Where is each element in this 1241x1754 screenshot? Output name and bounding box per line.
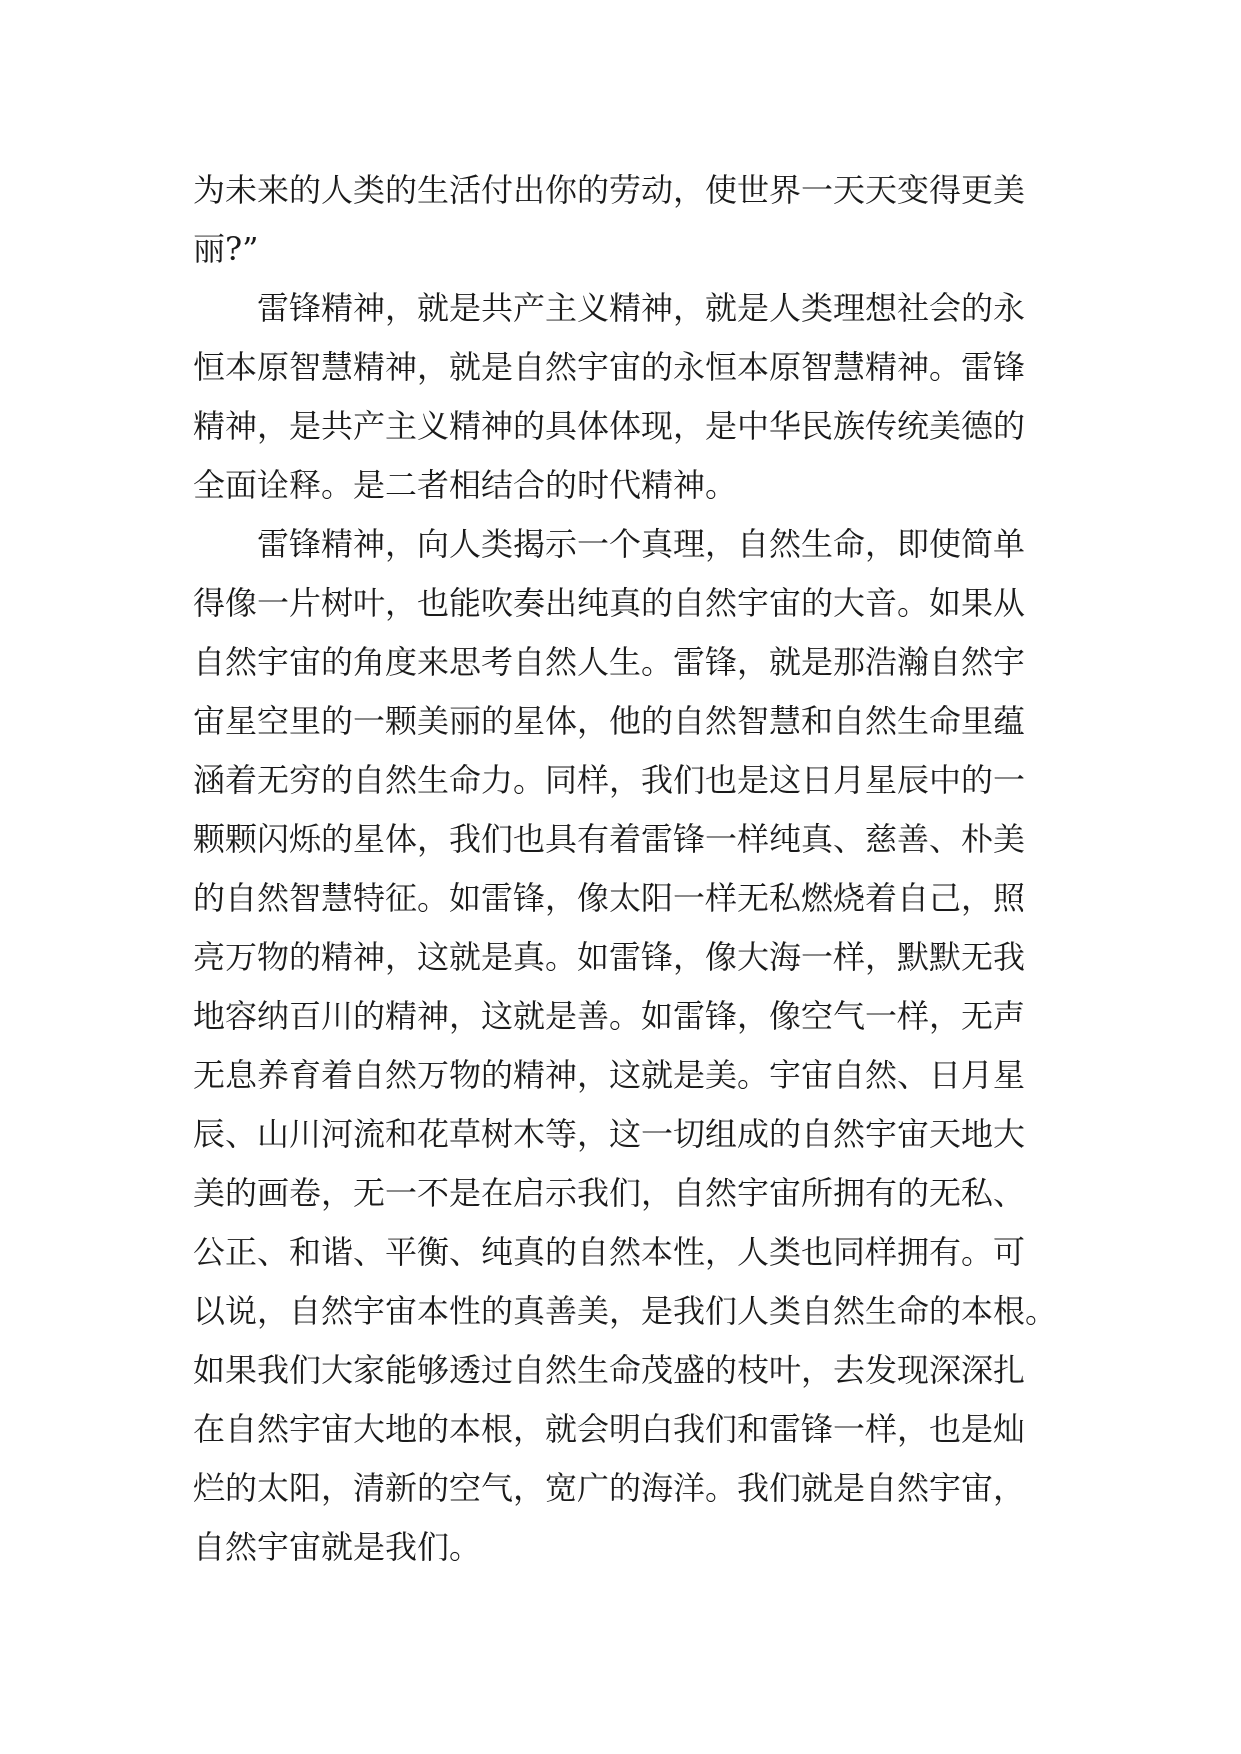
- text-line: 得像一片树叶，也能吹奏出纯真的自然宇宙的大音。如果从: [193, 584, 1026, 622]
- text-line: 的自然智慧特征。如雷锋，像太阳一样无私燃烧着自己，照: [193, 879, 1026, 917]
- text-line: 烂的太阳，清新的空气，宽广的海洋。我们就是自然宇宙，: [193, 1469, 1026, 1507]
- text-line: 以说，自然宇宙本性的真善美，是我们人类自然生命的本根。: [193, 1292, 1058, 1330]
- text-line: 自然宇宙就是我们。: [193, 1528, 482, 1566]
- body-text: [193, 161, 1073, 1577]
- text-line: 丽?”: [193, 230, 259, 268]
- text-line: 辰、山川河流和花草树木等，这一切组成的自然宇宙天地大: [193, 1115, 1026, 1153]
- text-line: 亮万物的精神，这就是真。如雷锋，像大海一样，默默无我: [193, 938, 1026, 976]
- text-line: 为未来的人类的生活付出你的劳动，使世界一天天变得更美: [193, 171, 1026, 209]
- text-line: 无息养育着自然万物的精神，这就是美。宇宙自然、日月星: [193, 1056, 1026, 1094]
- text-line: 颗颗闪烁的星体，我们也具有着雷锋一样纯真、慈善、朴美: [193, 820, 1026, 858]
- text-line: 地容纳百川的精神，这就是善。如雷锋，像空气一样，无声: [193, 997, 1026, 1035]
- text-line: 如果我们大家能够透过自然生命茂盛的枝叶，去发现深深扎: [193, 1351, 1026, 1389]
- text-line: 恒本原智慧精神，就是自然宇宙的永恒本原智慧精神。雷锋: [193, 348, 1026, 386]
- text-line: 美的画卷，无一不是在启示我们，自然宇宙所拥有的无私、: [193, 1174, 1026, 1212]
- text-line: 涵着无穷的自然生命力。同样，我们也是这日月星辰中的一: [193, 761, 1026, 799]
- text-line: 全面诠释。是二者相结合的时代精神。: [193, 466, 738, 504]
- paragraph-start-line: 雷锋精神，就是共产主义精神，就是人类理想社会的永: [193, 289, 1026, 327]
- text-line: 在自然宇宙大地的本根，就会明白我们和雷锋一样，也是灿: [193, 1410, 1026, 1448]
- text-line: 精神，是共产主义精神的具体体现，是中华民族传统美德的: [193, 407, 1026, 445]
- text-line: 公正、和谐、平衡、纯真的自然本性，人类也同样拥有。可: [193, 1233, 1026, 1271]
- text-line: 自然宇宙的角度来思考自然人生。雷锋，就是那浩瀚自然宇: [193, 643, 1026, 681]
- paragraph-start-line: 雷锋精神，向人类揭示一个真理，自然生命，即使简单: [193, 525, 1026, 563]
- text-line: 宙星空里的一颗美丽的星体，他的自然智慧和自然生命里蕴: [193, 702, 1026, 740]
